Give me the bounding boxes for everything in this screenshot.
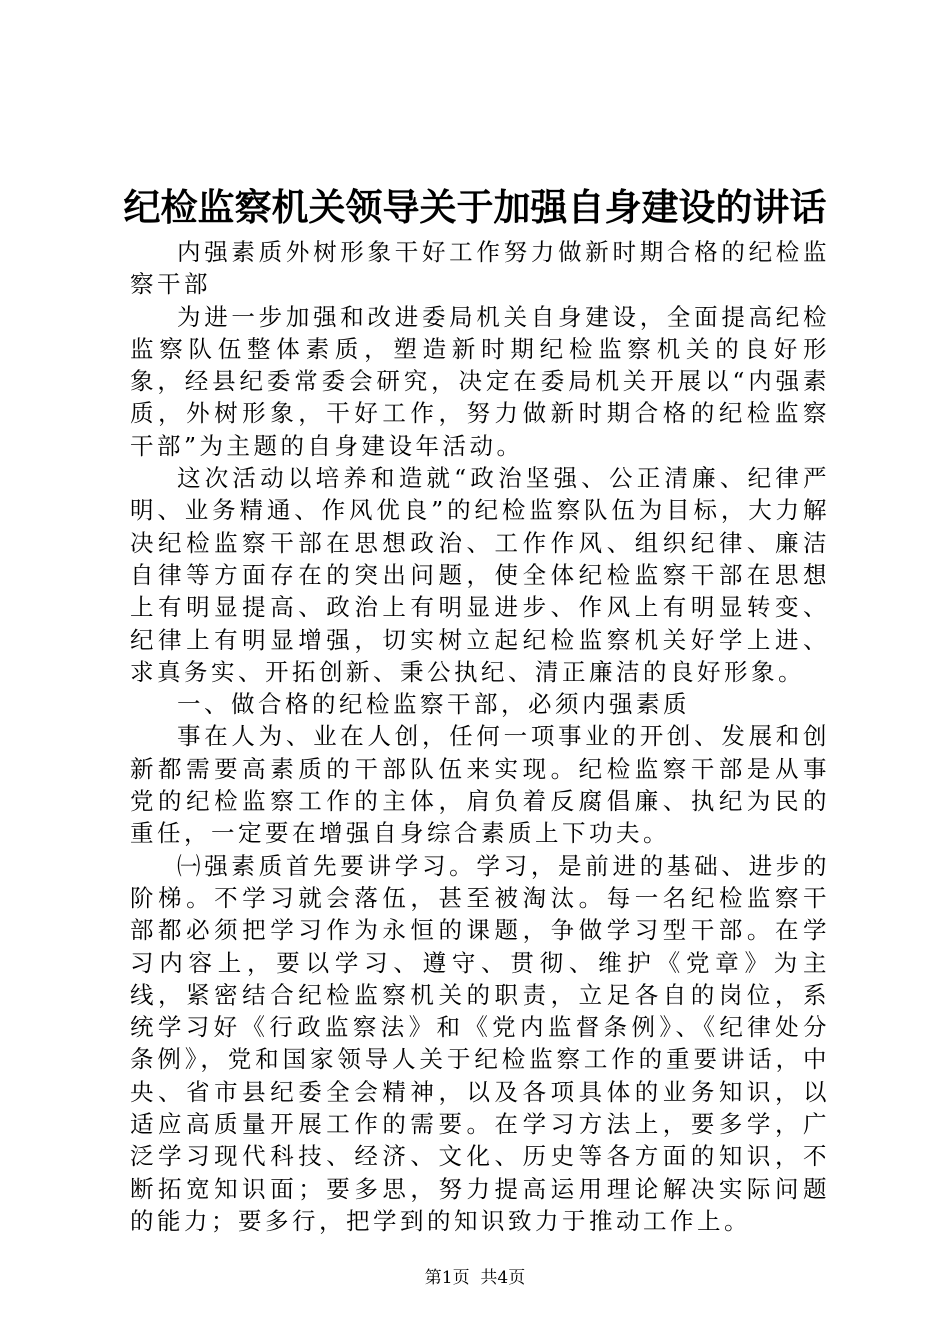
page-total: 共4页 [480, 1268, 526, 1288]
section-heading: 一、做合格的纪检监察干部，必须内强素质 [177, 690, 690, 719]
body-paragraph: ㈠强素质首先要讲学习。学习，是前进的基础、进步的阶梯。不学习就会落伍，甚至被淘汰。每一名纪检监察干部都必须把学习作为永恒的课题，争做学习型干部。在学习内容上，要以学习、遵守、贯彻、维护《党章》为主线，紧密结合纪检监察机关的职责，立足各自的岗位，系统学习好《行政监察法》和《党内监督条例》、《纪律处分条例》，党和国家领导人关于纪检监察工作的重要讲话，中央、省市县纪委全会精神，以及各项具体的业务知识，以适应高质量开展工作的需要。在学习方法上，要多学，广泛学习现代科技、经济、文化、历史等各方面的知识，不断拓宽知识面；要多思，努力提高运用理论解决实际问题的能力；要多行，把学到的知识致力于推动工作上。 [130, 851, 830, 1235]
document-body [130, 236, 830, 1237]
page-footer [0, 1267, 950, 1289]
subtitle-paragraph: 内强素质外树形象干好工作努力做新时期合格的纪检监察干部 [130, 238, 830, 299]
body-paragraph: 这次活动以培养和造就“政治坚强、公正清廉、纪律严明、业务精通、作风优良”的纪检监察队伍为目标，大力解决纪检监察干部在思想政治、工作作风、组织纪律、廉洁自律等方面存在的突出问题，使全体纪检监察干部在思想上有明显提高、政治上有明显进步、作风上有明显转变、纪律上有明显增强，切实树立起纪检监察机关好学上进、求真务实、开拓创新、秉公执纪、清正廉洁的良好形象。 [130, 464, 830, 686]
page-number: 第1页 [424, 1268, 470, 1288]
document-title: 纪检监察机关领导关于加强自身建设的讲话 [123, 185, 827, 229]
body-paragraph: 为进一步加强和改进委局机关自身建设，全面提高纪检监察队伍整体素质，塑造新时期纪检监察机关的良好形象，经县纪委常委会研究，决定在委局机关开展以“内强素质，外树形象，干好工作，努力做新时期合格的纪检监察干部”为主题的自身建设年活动。 [130, 302, 830, 460]
body-paragraph: 事在人为、业在人创，任何一项事业的开创、发展和创新都需要高素质的干部队伍来实现。纪检监察干部是从事党的纪检监察工作的主体，肩负着反腐倡廉、执纪为民的重任，一定要在增强自身综合素质上下功夫。 [130, 722, 830, 848]
